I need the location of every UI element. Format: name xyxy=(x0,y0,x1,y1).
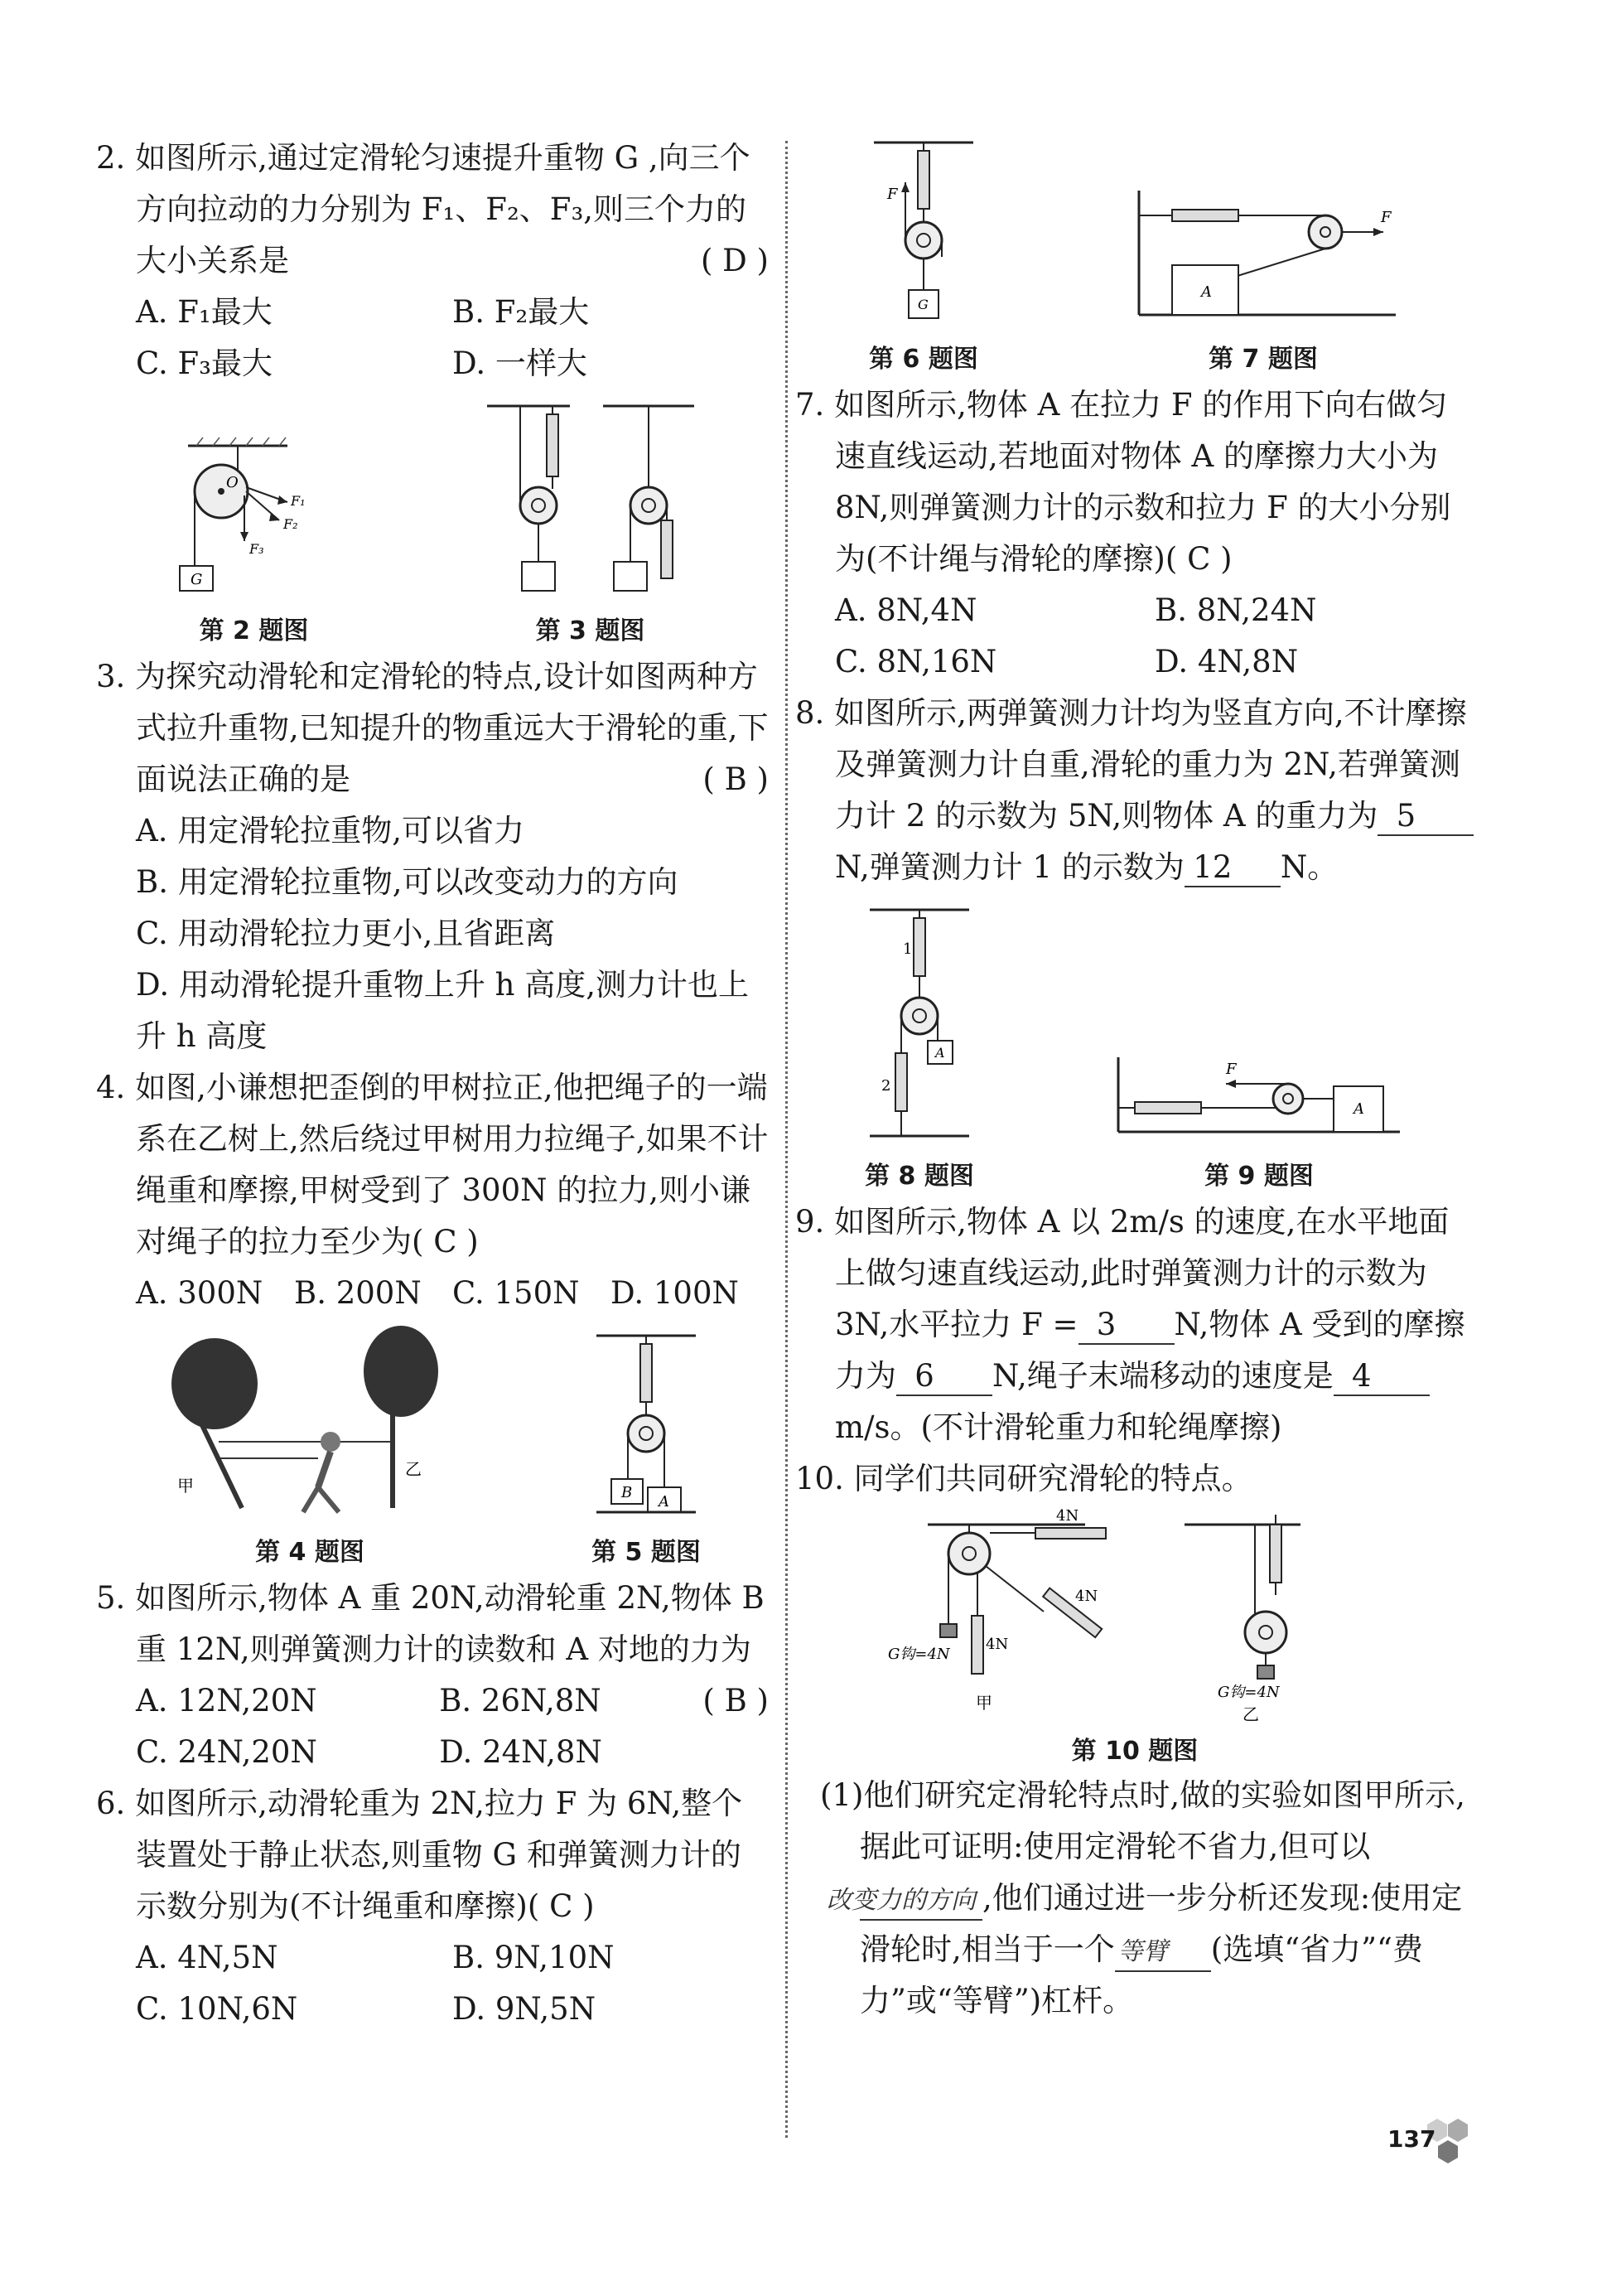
question-7-answer: C ) xyxy=(1187,541,1233,577)
horizontal-pulley-diagram xyxy=(1122,166,1404,331)
label-A: A xyxy=(1201,283,1212,301)
figure-row-8-9 xyxy=(795,900,1474,1192)
option-a: A. 8N,4N xyxy=(835,592,977,628)
question-7-options xyxy=(795,585,1474,688)
question-10-part-1 xyxy=(795,1770,1474,2027)
fixed-pulley-diagram xyxy=(163,429,345,603)
question-3-options xyxy=(96,805,769,1062)
option-b: B. 用定滑轮拉重物,可以改变动力的方向 xyxy=(136,864,678,900)
option-a: A. F₁最大 xyxy=(136,294,273,330)
two-spring-scale-diagram xyxy=(861,900,977,1148)
question-10 xyxy=(795,1453,1474,1505)
movable-pulley-ab-diagram xyxy=(580,1326,712,1525)
option-d: D. 用动滑轮提升重物上升 h 高度,测力计也上升 h 高度 xyxy=(136,967,749,1054)
option-a: A. 用定滑轮拉重物,可以省力 xyxy=(136,813,525,848)
question-6-stem: 6. 如图所示,动滑轮重为 2N,拉力 F 为 6N,整个装置处于静止状态,则重物 G 和弹簧测力计的示数分别为(不计绳重和摩擦)( xyxy=(96,1786,743,1924)
option-c: C. 10N,6N xyxy=(136,1991,298,2027)
figure-5 xyxy=(580,1326,712,1568)
label-A: A xyxy=(1353,1100,1364,1118)
figure-7-caption: 第 7 题图 xyxy=(1209,345,1318,374)
right-column xyxy=(795,133,1474,2027)
figure-4 xyxy=(152,1326,467,1568)
label-g-hook-yi: G钩=4N xyxy=(1218,1684,1280,1701)
label-4n-diagonal: 4N xyxy=(1075,1588,1098,1605)
figure-9-caption: 第 9 题图 xyxy=(1204,1162,1314,1191)
question-9-text-4: m/s。(不计滑轮重力和轮绳摩擦) xyxy=(835,1409,1282,1445)
question-4-stem: 4. 如图,小谦想把歪倒的甲树拉正,他把绳子的一端系在乙树上,然后绕过甲树用力拉绳子,如果不计绳重和摩擦,甲树受到了 300N 的拉力,则小谦对绳子的拉力至少为( xyxy=(96,1070,769,1259)
label-F: F xyxy=(1381,209,1392,226)
label-G: G xyxy=(190,571,202,588)
question-3-answer: ( B ) xyxy=(702,761,769,797)
option-c: C. F₃最大 xyxy=(136,346,273,381)
question-8-text-1: 8. 如图所示,两弹簧测力计均为竖直方向,不计摩擦及弹簧测力计自重,滑轮的重力为 2N,若弹簧测力计 2 的示数为 5N,则物体 A 的重力为 xyxy=(795,695,1467,834)
figure-7 xyxy=(1122,166,1404,375)
page-number: 137 xyxy=(1387,2125,1436,2153)
question-2-options xyxy=(96,287,769,389)
figure-4-caption: 第 4 题图 xyxy=(255,1538,364,1567)
label-G: G xyxy=(918,297,929,312)
label-yi: 乙 xyxy=(1243,1704,1259,1723)
question-8 xyxy=(795,688,1474,893)
question-6 xyxy=(96,1778,769,1932)
figure-8-caption: 第 8 题图 xyxy=(865,1162,974,1191)
option-c: C. 用动滑轮拉力更小,且省距离 xyxy=(136,916,556,951)
option-b: B. 9N,10N xyxy=(452,1940,615,1975)
question-5-options xyxy=(96,1675,742,1778)
option-a: A. 4N,5N xyxy=(136,1940,278,1975)
option-a: A. 12N,20N xyxy=(136,1683,317,1718)
figure-3-caption: 第 3 题图 xyxy=(535,616,645,645)
label-g-hook-jia: G钩=4N xyxy=(888,1646,950,1663)
question-2 xyxy=(96,133,769,287)
horizontal-movable-pulley-diagram xyxy=(1110,1041,1408,1148)
question-10-stem: 10. 同学们共同研究滑轮的特点。 xyxy=(795,1461,1252,1496)
label-A: A xyxy=(659,1493,669,1511)
figure-2 xyxy=(163,429,345,646)
label-scale-2: 2 xyxy=(881,1077,891,1095)
label-F3: F₃ xyxy=(249,541,264,557)
option-d: D. 9N,5N xyxy=(452,1991,596,2027)
question-10-1-blank-1: 改变力的方向 xyxy=(860,1883,982,1921)
figure-3 xyxy=(479,396,702,646)
question-9-text-1: 9. 如图所示,物体 A 以 2m/s 的速度,在水平地面上做匀速直线运动,此时弹簧测力计的示数为 3N,水平拉力 F = xyxy=(795,1204,1450,1342)
label-F2: F₂ xyxy=(282,516,298,532)
question-3 xyxy=(96,651,769,805)
question-8-blank-1: 5 xyxy=(1378,798,1474,836)
option-d: D. 100N xyxy=(610,1275,739,1311)
option-b: B. F₂最大 xyxy=(452,294,590,330)
pulley-comparison-diagram xyxy=(479,396,702,603)
label-B: B xyxy=(621,1484,633,1501)
label-jia: 甲 xyxy=(976,1693,992,1713)
label-F: F xyxy=(1226,1061,1237,1078)
question-9 xyxy=(795,1196,1474,1453)
question-10-1-blank-2: 等臂 xyxy=(1115,1934,1211,1972)
option-b: B. 26N,8N xyxy=(439,1683,601,1718)
label-scale-1: 1 xyxy=(903,940,913,958)
label-F1: F₁ xyxy=(290,493,306,509)
question-9-text-3: N,绳子末端移动的速度是 xyxy=(992,1358,1334,1394)
option-d: D. 4N,8N xyxy=(1155,644,1299,679)
question-7 xyxy=(795,379,1474,585)
figure-6-caption: 第 6 题图 xyxy=(869,345,978,374)
label-yi: 乙 xyxy=(405,1459,422,1479)
label-O: O xyxy=(225,474,239,491)
label-F: F xyxy=(887,186,898,203)
question-3-stem: 3. 为探究动滑轮和定滑轮的特点,设计如图两种方式拉升重物,已知提升的物重远大于滑轮的重,下面说法正确的是 xyxy=(96,659,769,797)
question-4 xyxy=(96,1062,769,1268)
spring-scale-pulley-diagram xyxy=(866,133,982,331)
question-4-options xyxy=(96,1268,769,1319)
question-10-1-text-3: (选填“省力”“费力”或“等臂”)杠杆。 xyxy=(860,1931,1423,2018)
question-9-blank-1: 3 xyxy=(1078,1307,1175,1345)
figure-row-4-5 xyxy=(96,1326,769,1568)
question-8-blank-2: 12 xyxy=(1185,849,1281,887)
column-divider xyxy=(785,141,788,2138)
figure-row-6-7 xyxy=(795,133,1474,375)
option-d: D. 24N,8N xyxy=(439,1734,602,1770)
figure-6 xyxy=(866,133,982,375)
figure-8 xyxy=(861,900,977,1192)
label-4n-top: 4N xyxy=(1056,1508,1079,1525)
question-6-options xyxy=(96,1932,769,2035)
figure-row-2-3 xyxy=(96,396,769,646)
question-10-1-text-1: (1)他们研究定滑轮特点时,做的实验如图甲所示,据此可证明:使用定滑轮不省力,但可以 xyxy=(820,1777,1465,1864)
trees-rope-illustration xyxy=(152,1326,467,1525)
question-10-1-text-2: ,他们通过进一步分析还发现:使用定滑轮时,相当于一个 xyxy=(860,1880,1463,1967)
question-6-answer: C ) xyxy=(549,1888,595,1924)
option-c: C. 24N,20N xyxy=(136,1734,317,1770)
label-A: A xyxy=(935,1045,945,1061)
option-c: C. 8N,16N xyxy=(835,644,997,679)
question-8-text-3: N。 xyxy=(1280,849,1339,885)
label-4n-vertical: 4N xyxy=(986,1636,1009,1653)
option-b: B. 200N xyxy=(294,1275,422,1311)
option-b: B. 8N,24N xyxy=(1155,592,1317,628)
label-jia: 甲 xyxy=(177,1476,194,1496)
option-c: C. 150N xyxy=(452,1275,580,1311)
question-7-stem: 7. 如图所示,物体 A 在拉力 F 的作用下向右做匀速直线运动,若地面对物体 A 的摩擦力大小为 8N,则弹簧测力计的示数和拉力 F 的大小分别为(不计绳与滑轮的摩擦)( xyxy=(795,387,1451,577)
question-5-answer: ( B ) xyxy=(702,1683,769,1718)
question-9-blank-2: 6 xyxy=(896,1358,992,1396)
left-column xyxy=(96,133,769,2035)
figure-5-caption: 第 5 题图 xyxy=(591,1538,701,1567)
option-d: D. 一样大 xyxy=(452,346,587,381)
question-8-text-2: N,弹簧测力计 1 的示数为 xyxy=(835,849,1185,885)
question-2-answer: ( D ) xyxy=(700,243,769,278)
figure-9 xyxy=(1110,1041,1408,1192)
question-5-stem: 5. 如图所示,物体 A 重 20N,动滑轮重 2N,物体 B 重 12N,则弹簧测力计的读数和 A 对地的力为 xyxy=(96,1580,765,1667)
figure-10-caption: 第 10 题图 xyxy=(1071,1737,1199,1766)
figure-2-caption: 第 2 题图 xyxy=(199,616,309,645)
option-a: A. 300N xyxy=(136,1275,263,1311)
question-9-text-2: N,物体 A 受到的摩擦力为 xyxy=(835,1307,1465,1394)
figure-10 xyxy=(795,1508,1474,1767)
question-9-blank-3: 4 xyxy=(1334,1358,1430,1396)
fixed-pulley-experiment-diagram xyxy=(878,1508,1392,1723)
question-4-answer: C ) xyxy=(433,1224,479,1259)
question-2-stem: 2. 如图所示,通过定滑轮匀速提升重物 G ,向三个方向拉动的力分别为 F₁、F₂、F₃,则三个力的大小关系是 xyxy=(96,140,750,278)
